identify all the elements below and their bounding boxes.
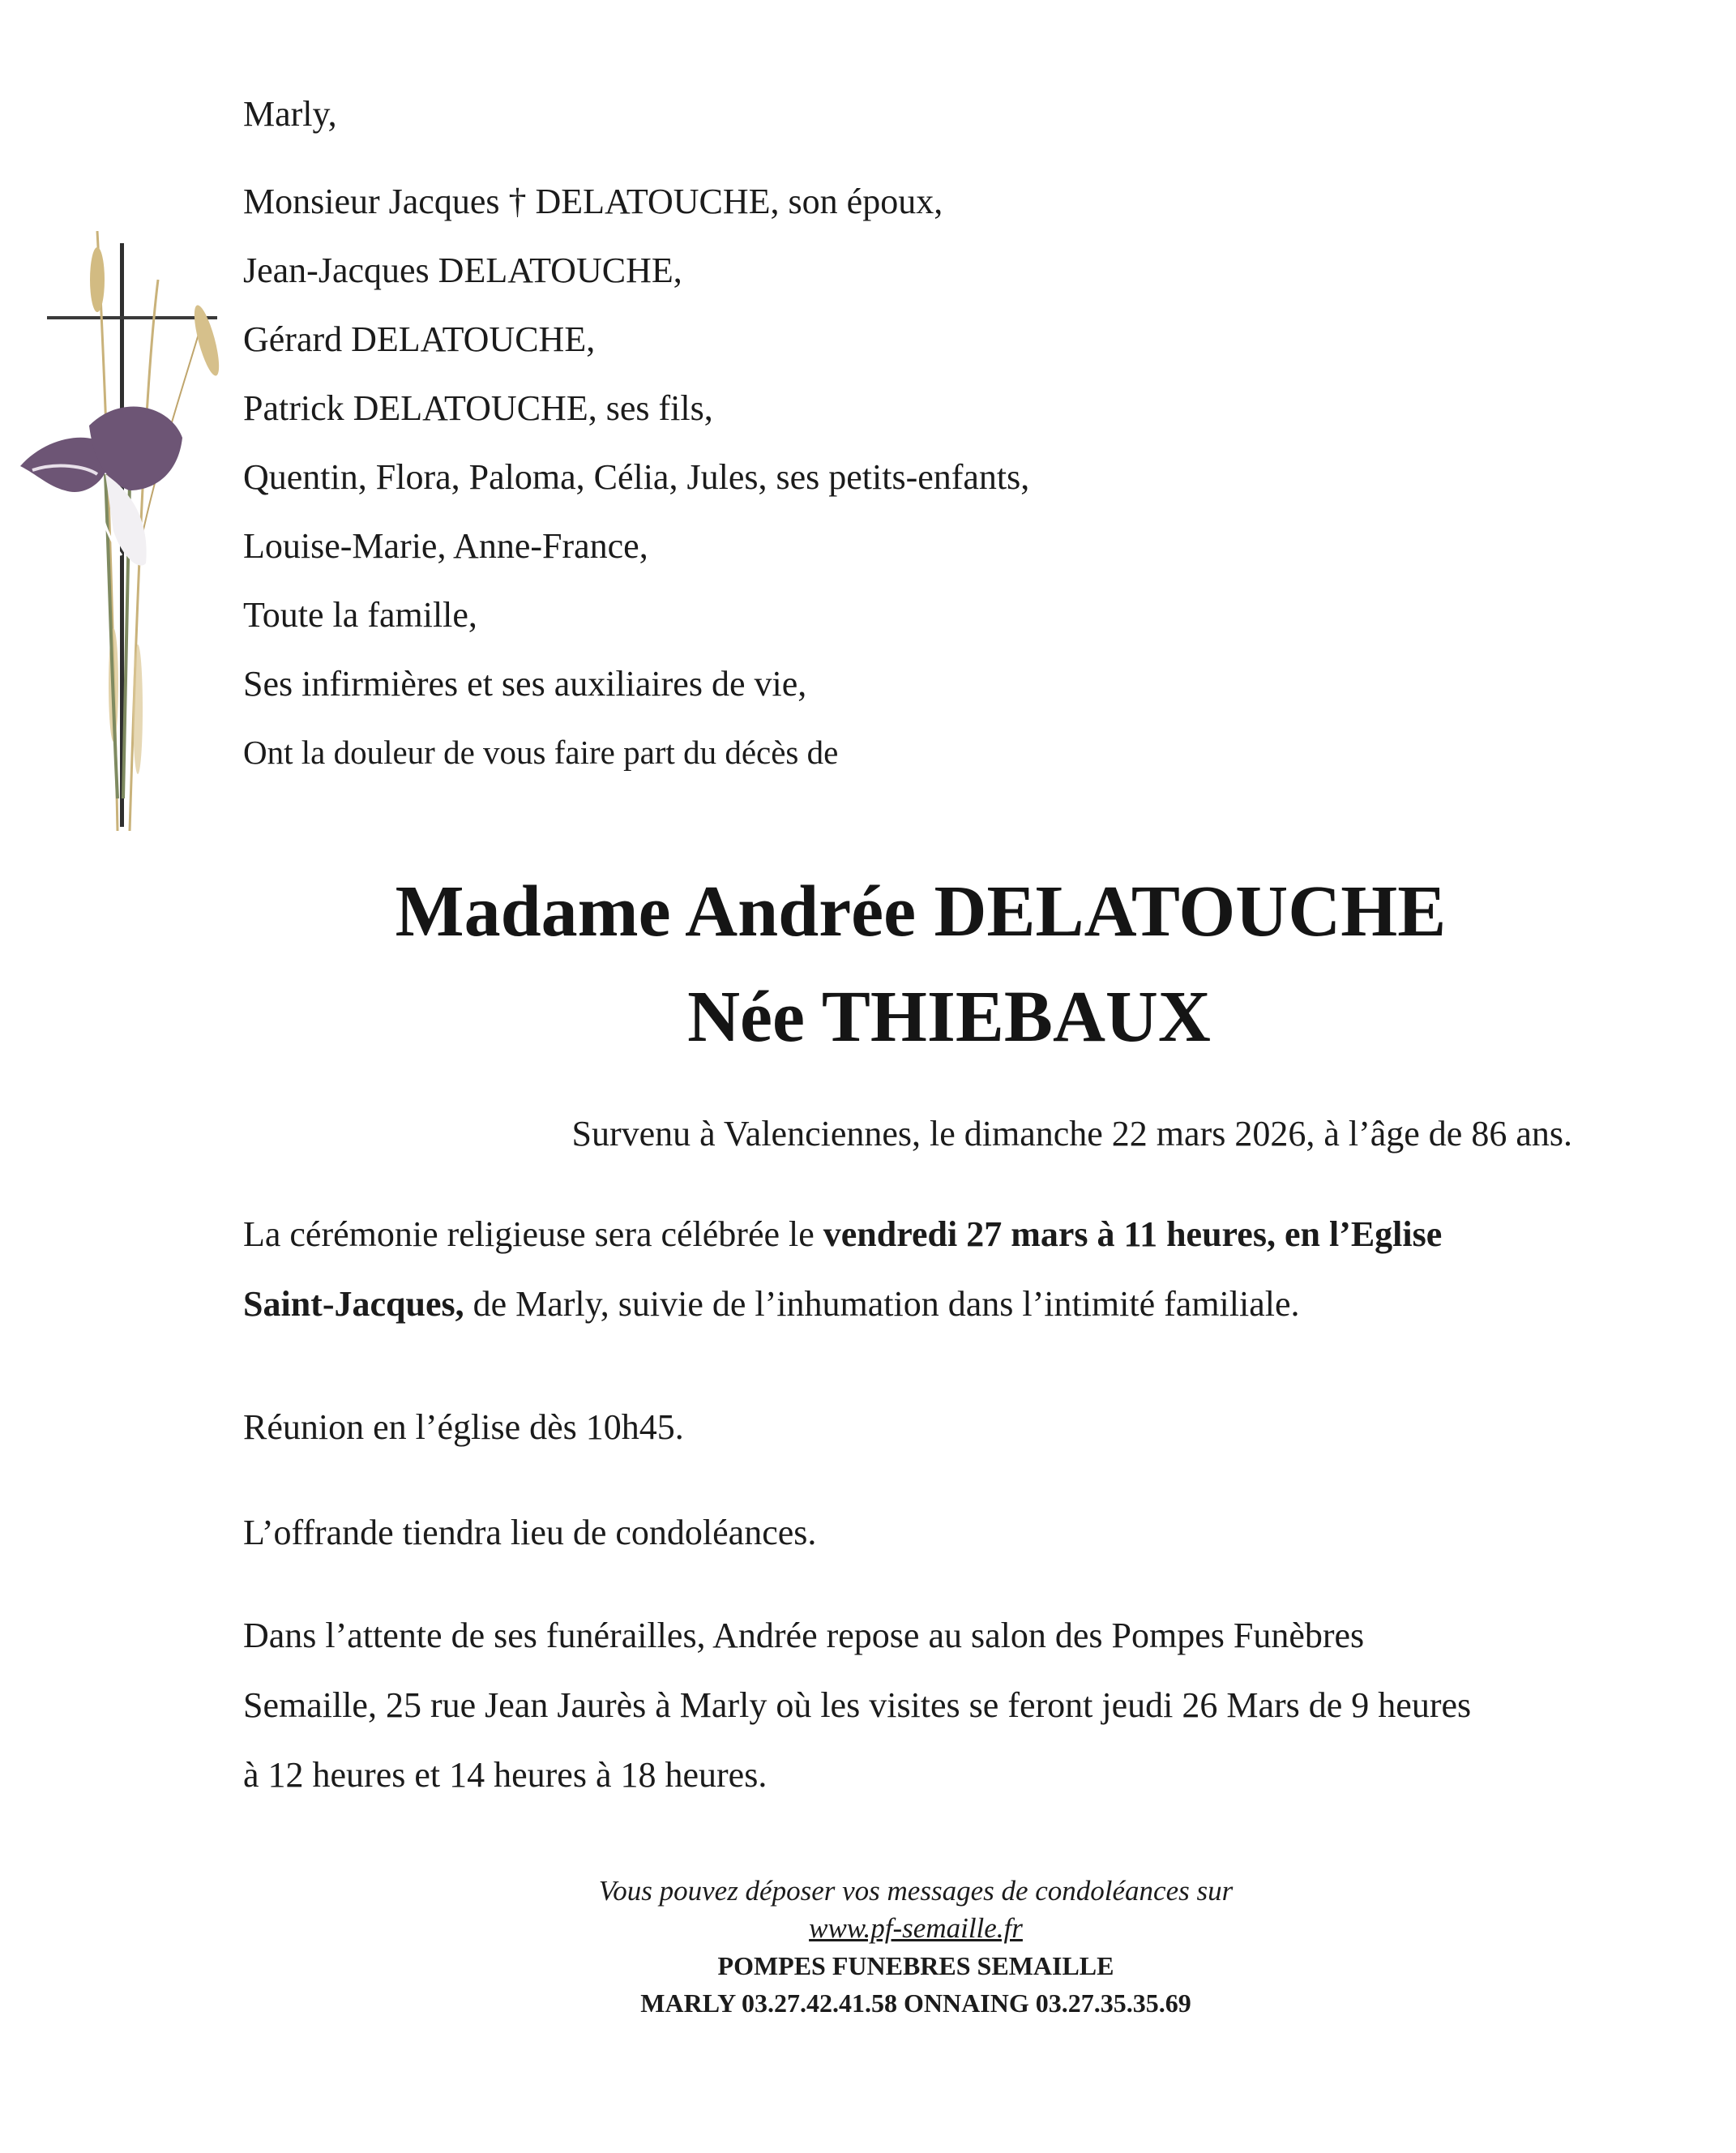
deceased-name: Madame Andrée DELATOUCHE	[395, 871, 1447, 952]
family-line: Jean-Jacques DELATOUCHE,	[243, 250, 682, 290]
family-line: Toute la famille,	[243, 595, 477, 635]
spouse-name-suffix: DELATOUCHE, son époux,	[526, 182, 943, 221]
visits-line: Semaille, 25 rue Jean Jaurès à Marly où les visites se feront jeudi 26 Mars de 9 heures	[243, 1685, 1472, 1725]
footer	[567, 1873, 1264, 2022]
deceased-cross-icon: †	[508, 182, 527, 221]
family-line: Ses infirmières et ses auxiliaires de vie,	[243, 664, 807, 704]
family-line: Quentin, Flora, Paloma, Célia, Jules, ses petits-enfants,	[243, 457, 1030, 497]
ceremony-date-place: vendredi 27 mars à 11 heures, en l’Eglise	[823, 1214, 1443, 1254]
family-line: Gérard DELATOUCHE,	[243, 319, 596, 359]
deceased-maiden-name: Née THIEBAUX	[687, 977, 1211, 1057]
offering-info: L’offrande tiendra lieu de condoléances.	[243, 1513, 817, 1552]
place-header: Marly,	[243, 94, 337, 134]
visits-paragraph	[243, 1601, 1471, 1810]
ceremony-text-end: de Marly, suivie de l’inhumation dans l’intimité familiale.	[464, 1284, 1300, 1324]
company-name: POMPES FUNEBRES SEMAILLE	[717, 1951, 1114, 1980]
visits-line: à 12 heures et 14 heures à 18 heures.	[243, 1755, 768, 1795]
family-line: Louise-Marie, Anne-France,	[243, 526, 648, 566]
ceremony-paragraph	[243, 1200, 1442, 1339]
company-phones: MARLY 03.27.42.41.58 ONNAING 03.27.35.35.69	[640, 1988, 1191, 2018]
ceremony-text: La cérémonie religieuse sera célébrée le	[243, 1214, 823, 1254]
cross-lily-wheat-icon	[16, 231, 235, 855]
announcement-line: Ont la douleur de vous faire part du décès de	[243, 734, 839, 771]
ceremony-church: Saint-Jacques,	[243, 1284, 464, 1324]
death-notice: Survenu à Valenciennes, le dimanche 22 mars 2026, à l’âge de 86 ans.	[571, 1114, 1572, 1154]
meeting-info: Réunion en l’église dès 10h45.	[243, 1407, 684, 1447]
website-link[interactable]: www.pf-semaille.fr	[809, 1912, 1023, 1944]
spouse-name-prefix: Monsieur Jacques	[243, 182, 509, 221]
visits-line: Dans l’attente de ses funérailles, Andrée repose au salon des Pompes Funèbres	[243, 1616, 1365, 1655]
family-line: Patrick DELATOUCHE, ses fils,	[243, 388, 713, 428]
family-line-spouse	[243, 181, 943, 223]
condolence-message: Vous pouvez déposer vos messages de condoléances sur	[598, 1875, 1234, 1907]
